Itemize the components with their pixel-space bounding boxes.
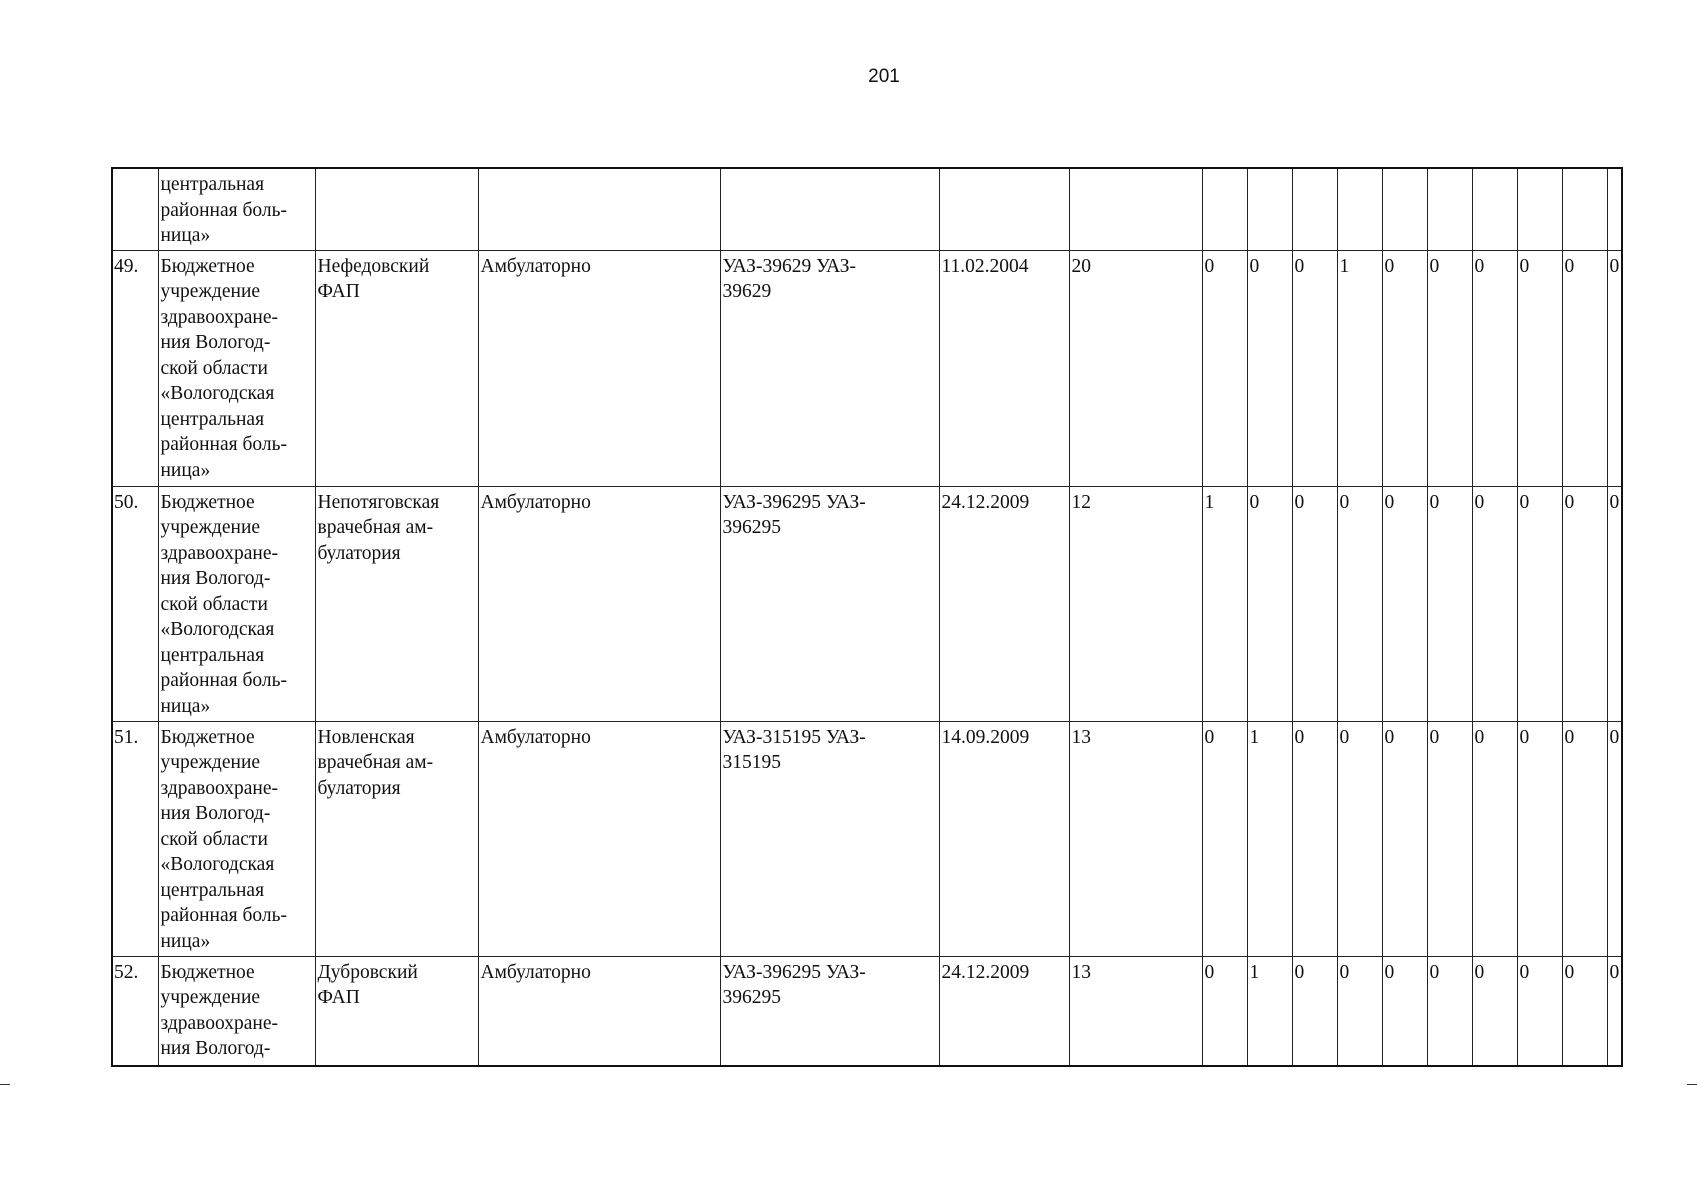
care-mode-text: Амбулаторно bbox=[480, 255, 591, 277]
date-text: 14.09.2009 bbox=[941, 726, 1030, 748]
flag-value: 0 bbox=[1249, 491, 1260, 513]
flag-value: 0 bbox=[1204, 255, 1215, 277]
unit-name-text: Новленская врачебная ам- булатория bbox=[317, 726, 434, 799]
flag-value: 1 bbox=[1249, 726, 1260, 748]
flag-cell bbox=[1202, 956, 1247, 1066]
flag-value: 1 bbox=[1339, 255, 1350, 277]
flag-cell bbox=[1292, 168, 1337, 250]
care-mode-text: Амбулаторно bbox=[480, 726, 591, 748]
table-row bbox=[112, 486, 1622, 721]
flag-value: 0 bbox=[1564, 961, 1575, 983]
flag-value: 0 bbox=[1564, 255, 1575, 277]
flag-cell bbox=[1382, 486, 1427, 721]
flag-value: 0 bbox=[1294, 726, 1305, 748]
flag-value: 1 bbox=[1249, 961, 1260, 983]
flag-cell bbox=[1292, 956, 1337, 1066]
unit-name-text: Непотяговская врачебная ам- булатория bbox=[317, 491, 440, 564]
date-cell bbox=[939, 721, 1069, 956]
value-text: 20 bbox=[1071, 255, 1091, 277]
flag-value: 0 bbox=[1204, 726, 1215, 748]
flag-cell bbox=[1607, 721, 1622, 956]
flag-value: 0 bbox=[1474, 726, 1485, 748]
flag-value: 0 bbox=[1474, 491, 1485, 513]
vehicle-model-text: УАЗ-39629 УАЗ- 39629 bbox=[722, 255, 857, 302]
organization-text: Бюджетное учреждение здравоохране- ния Вологод- ской области «Вологодская центральная районная боль- ница» bbox=[160, 255, 287, 481]
unit-name-cell bbox=[315, 956, 478, 1066]
flag-cell bbox=[1562, 956, 1607, 1066]
organization-text: Бюджетное учреждение здравоохране- ния Вологод- ской области «Вологодская центральная районная боль- ница» bbox=[160, 491, 287, 717]
flag-cell bbox=[1607, 956, 1622, 1066]
flag-cell bbox=[1472, 486, 1517, 721]
flag-cell bbox=[1247, 956, 1292, 1066]
date-cell bbox=[939, 956, 1069, 1066]
table-body bbox=[112, 168, 1622, 1066]
flag-cell bbox=[1247, 250, 1292, 486]
row-number-cell bbox=[112, 486, 158, 721]
flag-cell bbox=[1337, 721, 1382, 956]
flag-value: 0 bbox=[1519, 491, 1530, 513]
value-cell bbox=[1069, 721, 1202, 956]
flag-cell bbox=[1247, 721, 1292, 956]
flag-cell bbox=[1202, 250, 1247, 486]
date-cell bbox=[939, 168, 1069, 250]
unit-name-cell bbox=[315, 721, 478, 956]
page-edge-mark-left bbox=[0, 1084, 10, 1085]
flag-cell bbox=[1337, 250, 1382, 486]
care-mode-cell bbox=[478, 250, 720, 486]
flag-cell bbox=[1607, 250, 1622, 486]
value-cell bbox=[1069, 250, 1202, 486]
table-row bbox=[112, 168, 1622, 250]
vehicle-model-cell bbox=[720, 168, 939, 250]
vehicle-model-cell bbox=[720, 250, 939, 486]
organization-cell bbox=[158, 956, 315, 1066]
organization-cell bbox=[158, 168, 315, 250]
flag-cell bbox=[1427, 250, 1472, 486]
flag-value: 0 bbox=[1609, 255, 1620, 277]
flag-value: 0 bbox=[1609, 961, 1620, 983]
flag-cell bbox=[1562, 721, 1607, 956]
row-number-cell bbox=[112, 168, 158, 250]
care-mode-cell bbox=[478, 168, 720, 250]
page-number: 201 bbox=[868, 66, 900, 87]
care-mode-text: Амбулаторно bbox=[480, 491, 591, 513]
flag-cell bbox=[1382, 168, 1427, 250]
vehicle-model-text: УАЗ-315195 УАЗ- 315195 bbox=[722, 726, 866, 773]
date-text: 11.02.2004 bbox=[941, 255, 1029, 277]
flag-value: 0 bbox=[1384, 491, 1395, 513]
value-cell bbox=[1069, 956, 1202, 1066]
unit-name-text: Дубровский ФАП bbox=[317, 961, 418, 1008]
flag-value: 0 bbox=[1564, 491, 1575, 513]
flag-cell bbox=[1562, 250, 1607, 486]
flag-value: 0 bbox=[1609, 726, 1620, 748]
table-row bbox=[112, 956, 1622, 1066]
flag-value: 0 bbox=[1339, 491, 1350, 513]
flag-cell bbox=[1562, 168, 1607, 250]
care-mode-cell bbox=[478, 956, 720, 1066]
flag-value: 0 bbox=[1474, 961, 1485, 983]
flag-cell bbox=[1292, 721, 1337, 956]
vehicle-model-cell bbox=[720, 721, 939, 956]
flag-value: 0 bbox=[1294, 491, 1305, 513]
flag-value: 0 bbox=[1384, 961, 1395, 983]
date-text: 24.12.2009 bbox=[941, 961, 1030, 983]
row-number-text: 50. bbox=[114, 491, 139, 513]
date-cell bbox=[939, 486, 1069, 721]
flag-value: 0 bbox=[1519, 255, 1530, 277]
date-text: 24.12.2009 bbox=[941, 491, 1030, 513]
flag-cell bbox=[1427, 486, 1472, 721]
flag-cell bbox=[1292, 250, 1337, 486]
flag-value: 0 bbox=[1609, 491, 1620, 513]
flag-cell bbox=[1247, 486, 1292, 721]
flag-cell bbox=[1427, 168, 1472, 250]
organization-text: Бюджетное учреждение здравоохране- ния Вологод- bbox=[160, 961, 279, 1059]
flag-value: 0 bbox=[1429, 255, 1440, 277]
unit-name-cell bbox=[315, 250, 478, 486]
flag-cell bbox=[1472, 168, 1517, 250]
flag-value: 0 bbox=[1429, 961, 1440, 983]
value-text: 12 bbox=[1071, 491, 1091, 513]
flag-cell bbox=[1472, 250, 1517, 486]
value-text: 13 bbox=[1071, 961, 1091, 983]
flag-cell bbox=[1472, 721, 1517, 956]
date-cell bbox=[939, 250, 1069, 486]
flag-cell bbox=[1472, 956, 1517, 1066]
vehicle-model-text: УАЗ-396295 УАЗ- 396295 bbox=[722, 491, 866, 538]
organization-text: центральная районная боль- ница» bbox=[160, 174, 287, 246]
value-cell bbox=[1069, 486, 1202, 721]
organization-text: Бюджетное учреждение здравоохране- ния Вологод- ской области «Вологодская центральная районная боль- ница» bbox=[160, 726, 287, 952]
flag-cell bbox=[1247, 168, 1292, 250]
flag-value: 0 bbox=[1339, 961, 1350, 983]
table-row bbox=[112, 721, 1622, 956]
flag-cell bbox=[1337, 168, 1382, 250]
flag-cell bbox=[1292, 486, 1337, 721]
value-cell bbox=[1069, 168, 1202, 250]
flag-cell bbox=[1517, 168, 1562, 250]
row-number-cell bbox=[112, 721, 158, 956]
vehicle-model-cell bbox=[720, 956, 939, 1066]
flag-cell bbox=[1607, 168, 1622, 250]
flag-value: 0 bbox=[1519, 961, 1530, 983]
flag-cell bbox=[1202, 486, 1247, 721]
organization-cell bbox=[158, 721, 315, 956]
flag-value: 0 bbox=[1249, 255, 1260, 277]
row-number-cell bbox=[112, 956, 158, 1066]
flag-value: 0 bbox=[1384, 726, 1395, 748]
vehicle-model-cell bbox=[720, 486, 939, 721]
flag-value: 0 bbox=[1429, 491, 1440, 513]
unit-name-text: Нефедовский ФАП bbox=[317, 255, 430, 302]
vehicle-registry-table bbox=[111, 167, 1623, 1067]
flag-cell bbox=[1202, 168, 1247, 250]
flag-cell bbox=[1562, 486, 1607, 721]
flag-value: 0 bbox=[1519, 726, 1530, 748]
flag-value: 0 bbox=[1474, 255, 1485, 277]
flag-value: 0 bbox=[1384, 255, 1395, 277]
care-mode-cell bbox=[478, 721, 720, 956]
care-mode-cell bbox=[478, 486, 720, 721]
flag-cell bbox=[1337, 956, 1382, 1066]
flag-cell bbox=[1517, 250, 1562, 486]
flag-value: 0 bbox=[1429, 726, 1440, 748]
unit-name-cell bbox=[315, 486, 478, 721]
flag-value: 0 bbox=[1564, 726, 1575, 748]
organization-cell bbox=[158, 250, 315, 486]
flag-cell bbox=[1382, 956, 1427, 1066]
flag-value: 0 bbox=[1294, 255, 1305, 277]
flag-cell bbox=[1337, 486, 1382, 721]
flag-value: 0 bbox=[1339, 726, 1350, 748]
row-number-text: 52. bbox=[114, 961, 139, 983]
row-number-text: 51. bbox=[114, 726, 139, 748]
row-number-text: 49. bbox=[114, 255, 139, 277]
flag-cell bbox=[1517, 486, 1562, 721]
organization-cell bbox=[158, 486, 315, 721]
row-number-cell bbox=[112, 250, 158, 486]
flag-cell bbox=[1202, 721, 1247, 956]
table-row bbox=[112, 250, 1622, 486]
page-edge-mark-right bbox=[1687, 1084, 1697, 1085]
flag-value: 0 bbox=[1204, 961, 1215, 983]
flag-cell bbox=[1427, 721, 1472, 956]
flag-cell bbox=[1382, 721, 1427, 956]
value-text: 13 bbox=[1071, 726, 1091, 748]
flag-cell bbox=[1517, 721, 1562, 956]
flag-cell bbox=[1382, 250, 1427, 486]
flag-value: 1 bbox=[1204, 491, 1215, 513]
flag-cell bbox=[1607, 486, 1622, 721]
vehicle-model-text: УАЗ-396295 УАЗ- 396295 bbox=[722, 961, 866, 1008]
flag-cell bbox=[1427, 956, 1472, 1066]
flag-value: 0 bbox=[1294, 961, 1305, 983]
flag-cell bbox=[1517, 956, 1562, 1066]
unit-name-cell bbox=[315, 168, 478, 250]
care-mode-text: Амбулаторно bbox=[480, 961, 591, 983]
